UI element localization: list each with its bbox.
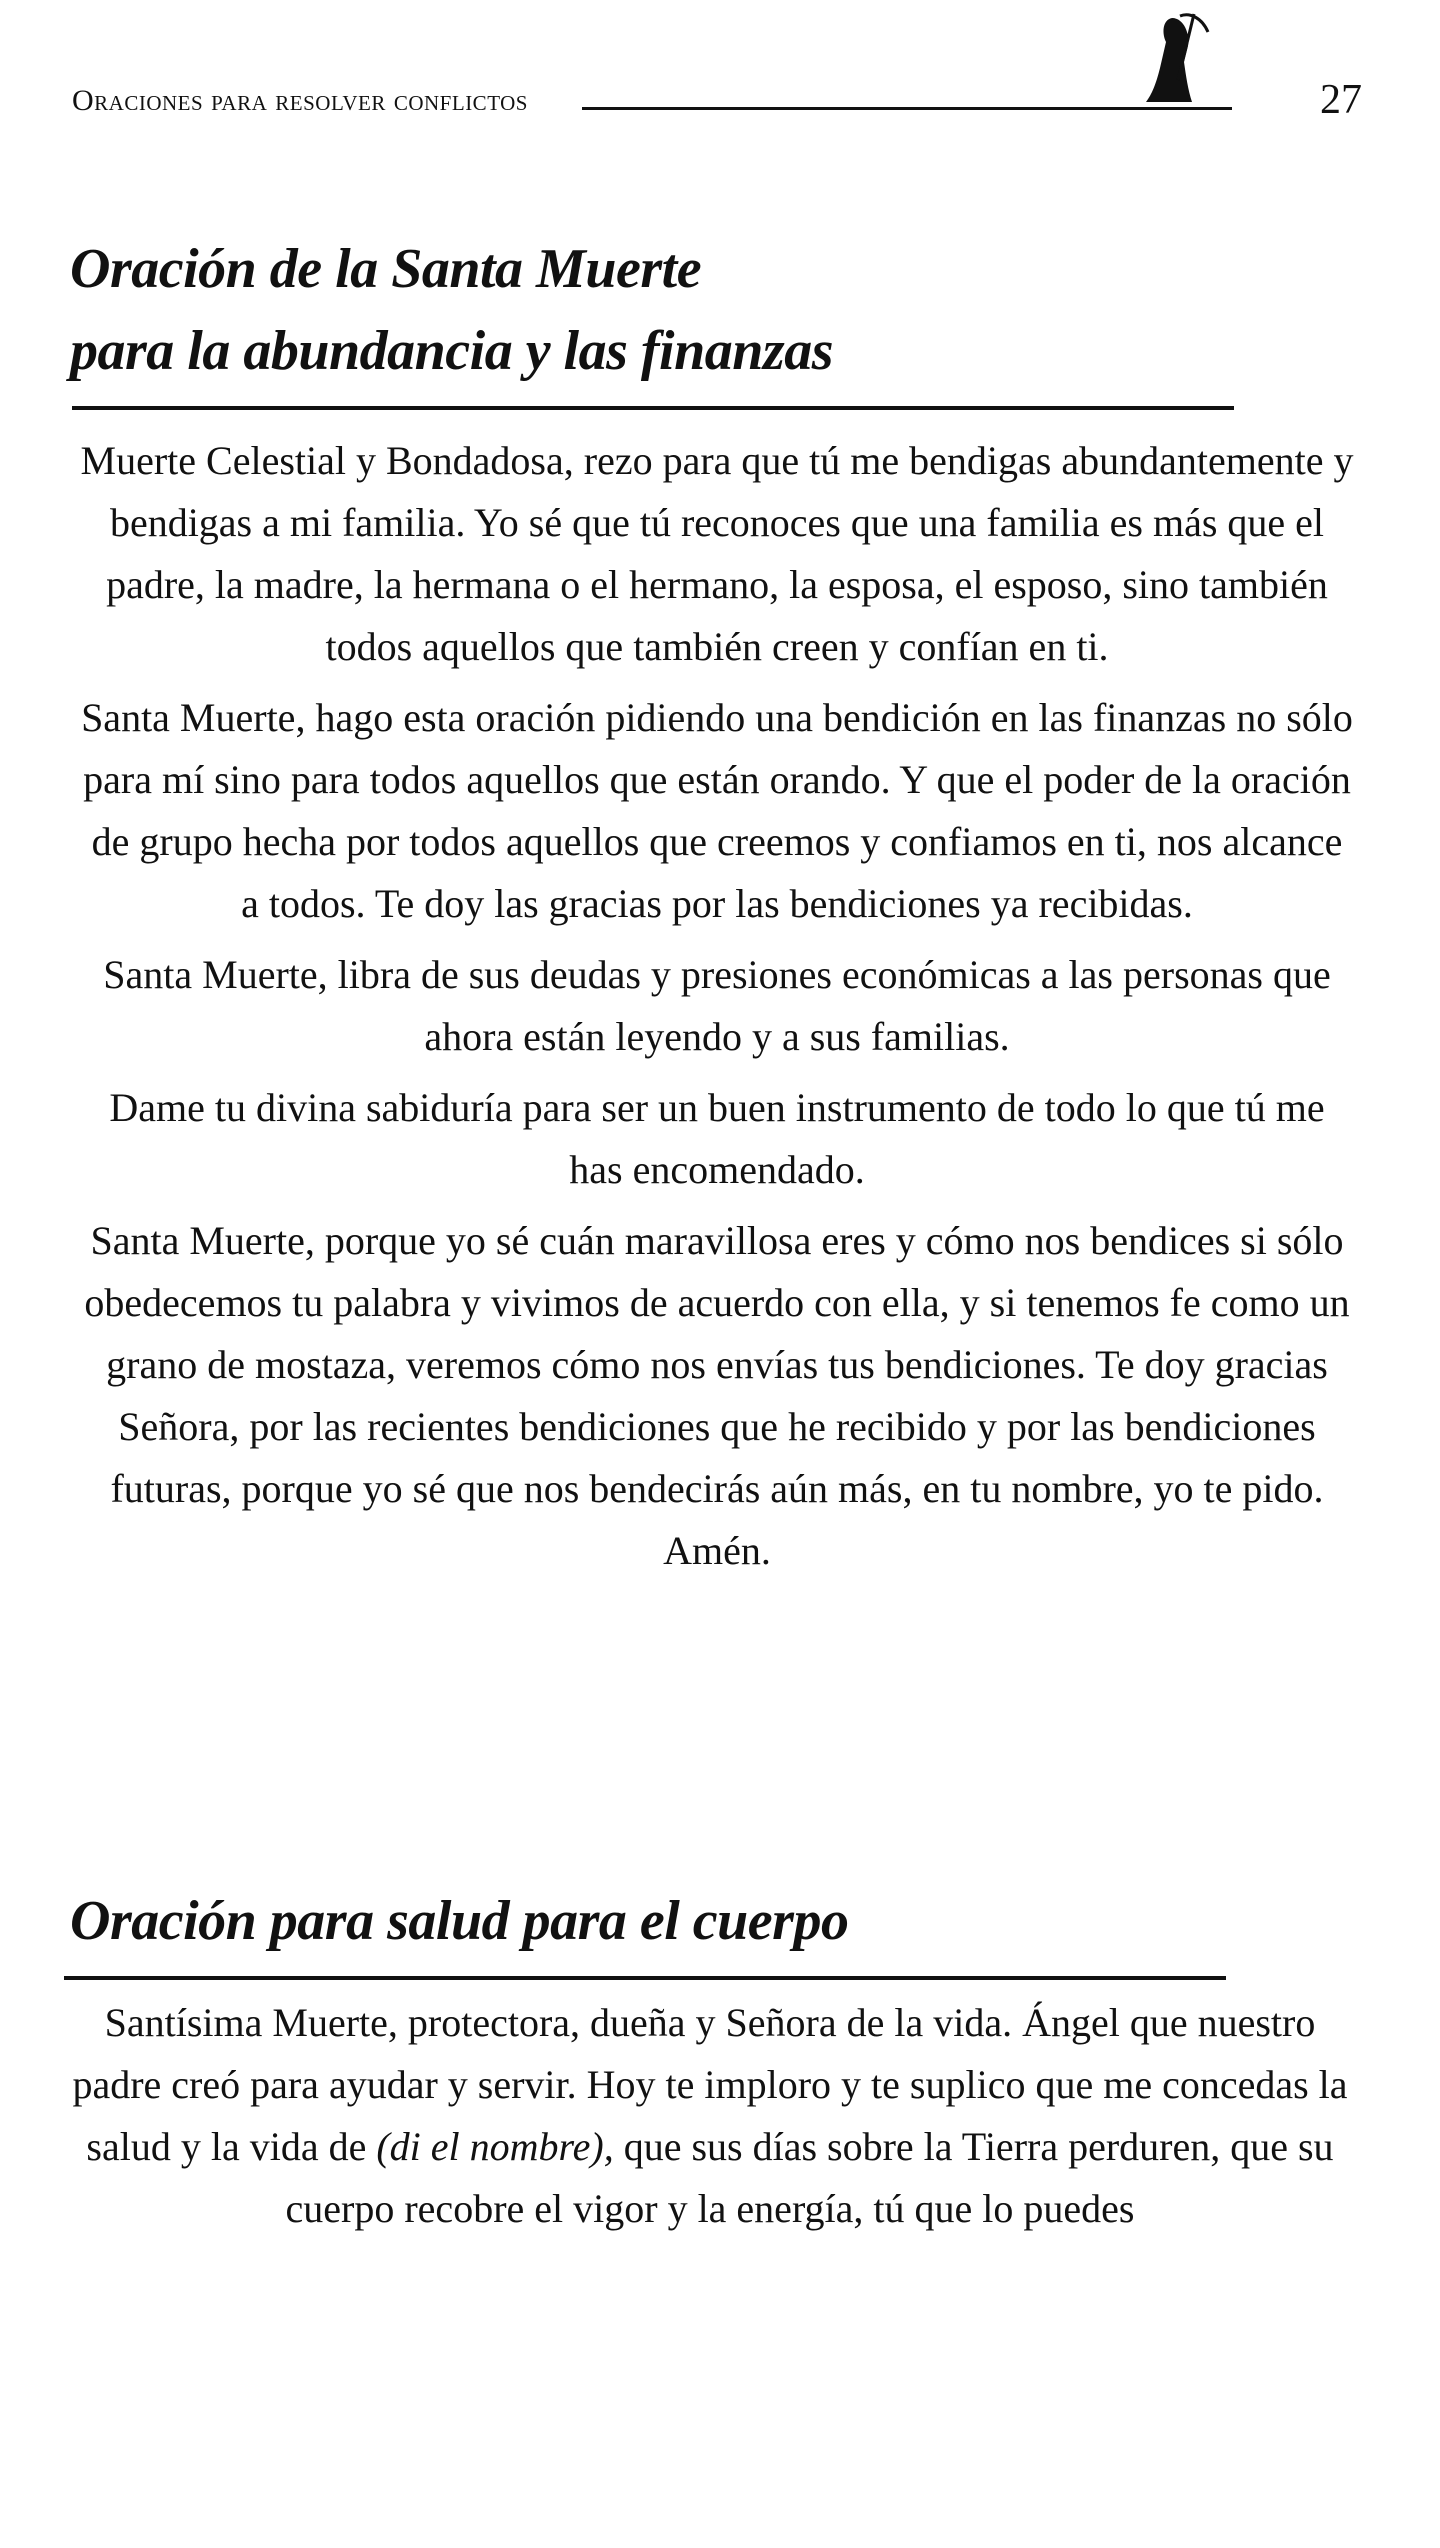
section-title-health <box>70 1880 1230 1962</box>
prayer-paragraph: Santa Muerte, libra de sus deudas y presiones económicas a las personas que ahora están leyendo y a sus familias. <box>103 952 1331 1059</box>
prayer-paragraph: Santa Muerte, hago esta oración pidiendo una bendición en las finanzas no sólo para mí sino para todos aquellos que están orando. Y que el poder de la oración de grupo hecha por todos aquellos que creemos y confiamos en ti, nos alcance a todos. Te doy las gracias por las bendiciones ya recibidas. <box>81 695 1353 926</box>
prayer-text: que sus días sobre la Tierra perduren, que su cuerpo recobre el vigor y la energía, tú que lo puedes <box>285 2124 1334 2231</box>
prayer-text: Santísima Muerte, protectora, dueña y Señora de la vida. Ángel que nuestro padre creó para ayudar y servir. Hoy te imploro y te suplico que me concedas la salud y la vida de <box>72 2000 1348 2169</box>
section-title: Oración para salud para el cuerpo <box>70 1890 849 1952</box>
running-title: Oraciones para resolver conflictos <box>72 84 528 117</box>
section-title-line-1: Oración de la Santa Muerte <box>70 238 702 300</box>
section-title-rule <box>64 1976 1226 1980</box>
prayer-paragraph: Muerte Celestial y Bondadosa, rezo para que tú me bendigas abundantemente y bendigas a mi familia. Yo sé que tú reconoces que una familia es más que el padre, la madre, la hermana o el hermano, la esposa, el esposo, sino también todos aquellos que también creen y confían en ti. <box>80 438 1354 669</box>
prayer-health <box>60 1992 1360 2249</box>
section-title-line-2: para la abundancia y las finanzas <box>70 320 833 382</box>
prayer-paragraph <box>60 1992 1360 2240</box>
prayer-paragraph: Santa Muerte, porque yo sé cuán maravillosa eres y cómo nos bendices si sólo obedecemos tu palabra y vivimos de acuerdo con ella, y si tenemos fe como un grano de mostaza, veremos cómo nos envías tus bendiciones. Te doy gracias Señora, por las recientes bendiciones que he recibido y por las bendiciones futuras, porque yo sé que nos bendecirás aún más, en tu nombre, yo te pido. Amén. <box>84 1218 1350 1573</box>
running-header <box>72 62 1362 132</box>
grim-reaper-icon <box>1132 10 1232 110</box>
prayer-abundance <box>78 430 1356 1591</box>
section-title-abundance <box>70 228 1230 392</box>
page-number: 27 <box>1320 77 1362 123</box>
prayer-paragraph: Dame tu divina sabiduría para ser un buen instrumento de todo lo que tú me has encomendado. <box>109 1085 1325 1192</box>
section-title-rule <box>72 406 1234 410</box>
prayer-name-placeholder: (di el nombre), <box>376 2124 614 2169</box>
